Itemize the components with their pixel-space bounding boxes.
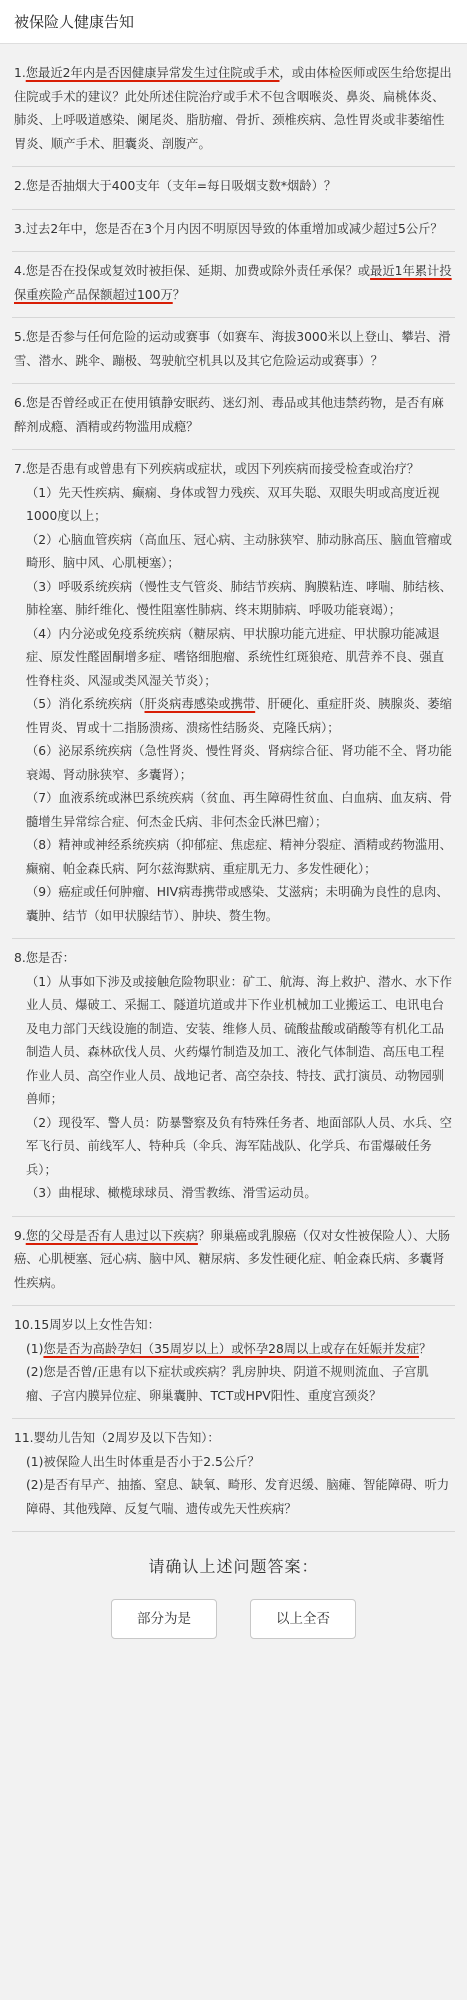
question-9-highlight: 您的父母是否有人患过以下疾病 bbox=[25, 1228, 198, 1243]
question-1-text: ，或由体检医师或医生给您提出住院或手术的建议？此处所述住院治疗或手术不包含咽喉炎、鼻炎、扁桃体炎、肺炎、上呼吸道感染、阑尾炎、脂肪瘤、骨折、颈椎疾病、急性胃炎或非萎缩性胃炎、顺产手术、胆囊炎、剖腹产。 bbox=[14, 66, 452, 151]
question-4-text: 4.您是否在投保或复效时被拒保、延期、加费或除外责任承保？或 bbox=[14, 264, 371, 278]
question-4 bbox=[12, 252, 455, 318]
question-6-text: 6.您是否曾经或正在使用镇静安眠药、迷幻剂、毒品或其他违禁药物，是否有麻醉剂成瘾、酒精或药物滥用成瘾？ bbox=[14, 396, 444, 434]
question-7-item-5-highlight: 肝炎病毒感染或携带 bbox=[144, 697, 256, 711]
question-11-text: 11.婴幼儿告知（2周岁及以下告知）： bbox=[14, 1431, 220, 1445]
question-7-item-5: （5）消化系统疾病（肝炎病毒感染或携带、肝硬化、重症肝炎、胰腺炎、萎缩性胃炎、胃或十二指肠溃疡、溃疡性结肠炎、克隆氏病）； bbox=[26, 697, 452, 735]
question-10-text: 10.15周岁以上女性告知： bbox=[14, 1318, 160, 1332]
question-1-highlight: 您最近2年内是否因健康异常发生过住院或手术 bbox=[25, 66, 280, 80]
partial-yes-button[interactable]: 部分为是 bbox=[111, 1599, 217, 1639]
page-title: 被保险人健康告知 bbox=[14, 13, 135, 31]
question-7 bbox=[12, 450, 455, 939]
question-5 bbox=[12, 318, 455, 384]
question-1 bbox=[12, 54, 455, 167]
question-7-item-1: （1）先天性疾病、癫痫、身体或智力残疾、双耳失聪、双眼失明或高度近视1000度以上； bbox=[26, 485, 440, 523]
question-7-item-8: （8）精神或神经系统疾病（抑郁症、焦虑症、精神分裂症、酒精或药物滥用、癫痫、帕金森氏病、阿尔兹海默病、重症肌无力、多发性硬化）； bbox=[26, 838, 452, 876]
question-4-highlight: 最近1年累计投保重疾险产品保额超过100万 bbox=[14, 264, 452, 302]
question-8-text: 8.您是否： bbox=[14, 951, 75, 965]
question-8-item-2: （2）现役军、警人员：防暴警察及负有特殊任务者、地面部队人员、水兵、空军飞行员、前线军人、特种兵（伞兵、海军陆战队、化学兵、布雷爆破任务兵）； bbox=[26, 1115, 452, 1177]
question-10-item-1-highlight: 您是否为高龄孕妇（35周岁以上）或怀孕28周以上或存在妊娠并发症 bbox=[43, 1341, 420, 1356]
question-7-item-2: （2）心脑血管疾病（高血压、冠心病、主动脉狭窄、肺动脉高压、脑血管瘤或畸形、脑中风、心肌梗塞）； bbox=[26, 532, 452, 570]
confirm-title: 请确认上述问题答案： bbox=[148, 1557, 319, 1576]
question-7-item-7: （7）血液系统或淋巴系统疾病（贫血、再生障碍性贫血、白血病、血友病、骨髓增生异常综合症、何杰金氏病、非何杰金氏淋巴瘤）； bbox=[26, 791, 452, 829]
confirm-section bbox=[0, 1532, 467, 1639]
question-list bbox=[0, 44, 467, 1532]
question-7-item-3: （3）呼吸系统疾病（慢性支气管炎、肺结节疾病、胸膜粘连、哮喘、肺结核、肺栓塞、肺纤维化、慢性阻塞性肺病、终末期肺病、呼吸功能衰竭）； bbox=[26, 579, 452, 617]
question-10-item-2: (2)您是否曾/正患有以下症状或疾病？乳房肿块、阴道不规则流血、子宫肌瘤、子宫内膜异位症、卵巢囊肿、TCT或HPV阳性、重度宫颈炎？ bbox=[26, 1365, 429, 1403]
question-4-text-end: ？ bbox=[172, 287, 186, 302]
question-5-text: 5.您是否参与任何危险的运动或赛事（如赛车、海拔3000米以上登山、攀岩、滑雪、潜水、跳伞、蹦极、驾驶航空机具以及其它危险运动或赛事）？ bbox=[14, 330, 451, 368]
question-9-number: 9. bbox=[14, 1228, 26, 1243]
question-11 bbox=[12, 1419, 455, 1532]
all-no-button[interactable]: 以上全否 bbox=[250, 1599, 356, 1639]
question-8 bbox=[12, 939, 455, 1217]
question-3-text: 3.过去2年中，您是否在3个月内因不明原因导致的体重增加或减少超过5公斤？ bbox=[14, 221, 443, 236]
question-7-item-9: （9）癌症或任何肿瘤、HIV病毒携带或感染、艾滋病；未明确为良性的息肉、囊肿、结节（如甲状腺结节）、肿块、赘生物。 bbox=[26, 885, 449, 923]
question-2 bbox=[12, 167, 455, 210]
question-8-item-3: （3）曲棍球、橄榄球球员、滑雪教练、滑雪运动员。 bbox=[26, 1186, 317, 1200]
question-11-item-2: (2)是否有早产、抽搐、窒息、缺氧、畸形、发育迟缓、脑瘫、智能障碍、听力障碍、其他残障、反复气喘、遗传或先天性疾病？ bbox=[26, 1478, 450, 1516]
question-2-text: 2.您是否抽烟大于400支年（支年=每日吸烟支数*烟龄）？ bbox=[14, 179, 337, 193]
question-6 bbox=[12, 384, 455, 450]
question-10 bbox=[12, 1306, 455, 1419]
question-3 bbox=[12, 210, 455, 253]
question-7-text: 7.您是否患有或曾患有下列疾病或症状，或因下列疾病而接受检查或治疗？ bbox=[14, 462, 420, 476]
question-9-text: ？卵巢癌或乳腺癌（仅对女性被保险人）、大肠癌、心肌梗塞、冠心病、脑中风、糖尿病、多发性硬化症、帕金森氏病、多囊肾性疾病。 bbox=[14, 1228, 450, 1290]
question-10-item-1: (1)您是否为高龄孕妇（35周岁以上）或怀孕28周以上或存在妊娠并发症？ bbox=[26, 1341, 432, 1356]
question-1-number: 1. bbox=[14, 66, 26, 80]
page-header bbox=[0, 0, 467, 44]
question-11-item-1: (1)被保险人出生时体重是否小于2.5公斤？ bbox=[26, 1454, 260, 1469]
question-8-item-1: （1）从事如下涉及或接触危险物职业：矿工、航海、海上救护、潜水、水下作业人员、爆破工、采掘工、隧道坑道或井下作业机械加工业搬运工、电讯电台及电力部门天线设施的制造、安装、维修人员、硫酸盐酸或硝酸等有机化工品制造人员、森林砍伐人员、火药爆竹制造及加工、液化气体制造、高压电工程作业人员、高空作业人员、战地记者、高空杂技、特技、武打演员、动物园驯兽师； bbox=[26, 974, 452, 1106]
question-7-item-4: （4）内分泌或免疫系统疾病（糖尿病、甲状腺功能亢进症、甲状腺功能减退症、原发性醛固酮增多症、嗜铬细胞瘤、系统性红斑狼疮、肌营养不良、强直性脊柱炎、风湿或类风湿关节炎）； bbox=[26, 626, 445, 688]
question-7-item-6: （6）泌尿系统疾病（急性肾炎、慢性肾炎、肾病综合征、肾功能不全、肾功能衰竭、肾动脉狭窄、多囊肾）； bbox=[26, 744, 452, 782]
question-9 bbox=[12, 1217, 455, 1307]
